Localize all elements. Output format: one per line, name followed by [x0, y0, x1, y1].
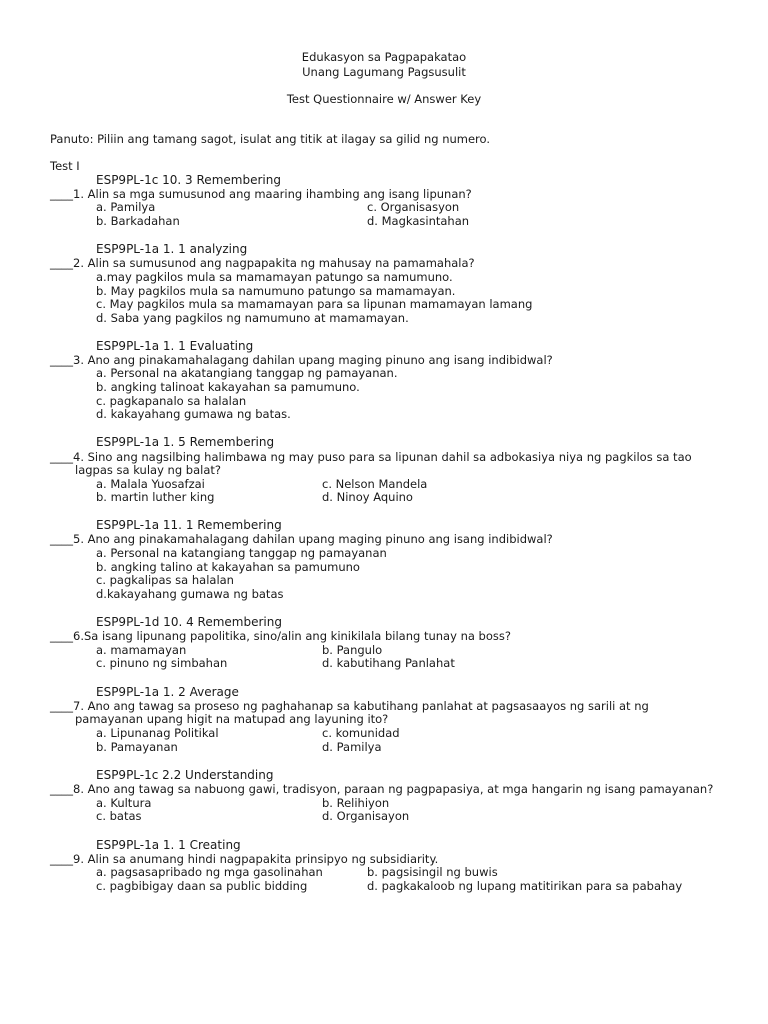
- option-a: a. mamamayan: [96, 643, 187, 657]
- option-c: c. Nelson Mandela: [322, 477, 428, 491]
- option-a: a. Lipunanag Politikal: [96, 726, 219, 740]
- option-c: c. pagbibigay daan sa public bidding: [96, 879, 308, 893]
- question-code: ESP9PL-1a 11. 1 Remembering: [96, 518, 282, 532]
- instructions: Panuto: Piliin ang tamang sagot, isulat ang titik at ilagay sa gilid ng numero.: [50, 132, 491, 146]
- option-d: d. Organisayon: [322, 809, 410, 823]
- question-code: ESP9PL-1a 1. 1 Creating: [96, 838, 241, 852]
- question-text-continued: pamayanan upang higit na matupad ang layuning ito?: [75, 712, 389, 726]
- option-a: a. Personal na akatangiang tanggap ng pamayanan.: [96, 366, 398, 380]
- option-b: b. angking talino at kakayahan sa pamumuno: [96, 560, 360, 574]
- question-code: ESP9PL-1c 2.2 Understanding: [96, 768, 274, 782]
- document-type: Test Questionnaire w/ Answer Key: [286, 92, 482, 106]
- option-d: d. Saba yang pagkilos ng namumuno at mamamayan.: [96, 311, 409, 325]
- option-b: b. May pagkilos mula sa namumuno patungo sa mamamayan.: [96, 284, 456, 298]
- question-code: ESP9PL-1a 1. 1 Evaluating: [96, 339, 254, 353]
- question-text: ____8. Ano ang tawag sa nabuong gawi, tradisyon, paraan ng pagpapasiya, at mga hangarin ng isang pamayanan?: [50, 782, 714, 796]
- question-code: ESP9PL-1d 10. 4 Remembering: [96, 615, 282, 629]
- option-b: b. angking talinoat kakayahan sa pamumuno.: [96, 380, 360, 394]
- option-a: a. Kultura: [96, 796, 152, 810]
- option-a: a.may pagkilos mula sa mamamayan patungo sa namumuno.: [96, 270, 453, 284]
- option-b: b. martin luther king: [96, 490, 215, 504]
- section-label: Test I: [50, 159, 80, 173]
- option-a: a. Malala Yuosafzai: [96, 477, 205, 491]
- document-subject: Edukasyon sa Pagpapakatao: [301, 50, 467, 64]
- option-d: d. pagkakaloob ng lupang matitirikan para sa pabahay: [367, 879, 683, 893]
- option-d: d. kabutihang Panlahat: [322, 656, 455, 670]
- question-text: ____5. Ano ang pinakamahalagang dahilan upang maging pinuno ang isang indibidwal?: [50, 532, 553, 546]
- option-b: b. Barkadahan: [96, 214, 180, 228]
- question-text: ____2. Alin sa sumusunod ang nagpapakita ng mahusay na pamamahala?: [50, 256, 475, 270]
- question-text: ____7. Ano ang tawag sa proseso ng paghahanap sa kabutihang panlahat at pagsasaayos ng sarili at ng: [50, 699, 649, 713]
- option-b: b. Pangulo: [322, 643, 383, 657]
- option-a: a. Pamilya: [96, 200, 156, 214]
- question-text: ____1. Alin sa mga sumusunod ang maaring ihambing ang isang lipunan?: [50, 187, 472, 201]
- question-text: ____9. Alin sa anumang hindi nagpapakita prinsipyo ng subsidiarity.: [50, 852, 439, 866]
- question-text: ____3. Ano ang pinakamahalagang dahilan upang maging pinuno ang isang indibidwal?: [50, 353, 553, 367]
- option-c: c. batas: [96, 809, 142, 823]
- option-c: c. pagkalipas sa halalan: [96, 573, 234, 587]
- option-d: d. kakayahang gumawa ng batas.: [96, 407, 291, 421]
- option-d: d. Magkasintahan: [367, 214, 470, 228]
- option-b: b. Pamayanan: [96, 740, 178, 754]
- question-code: ESP9PL-1a 1. 2 Average: [96, 685, 239, 699]
- option-c: c. May pagkilos mula sa mamamayan para sa lipunan mamamayan lamang: [96, 297, 533, 311]
- option-c: c. Organisasyon: [367, 200, 460, 214]
- document-exam-title: Unang Lagumang Pagsusulit: [302, 65, 466, 79]
- option-c: c. pagkapanalo sa halalan: [96, 394, 247, 408]
- question-code: ESP9PL-1a 1. 5 Remembering: [96, 435, 275, 449]
- question-code: ESP9PL-1a 1. 1 analyzing: [96, 242, 248, 256]
- option-d: d. Ninoy Aquino: [322, 490, 413, 504]
- option-d: d. Pamilya: [322, 740, 382, 754]
- option-a: a. pagsasapribado ng mga gasolinahan: [96, 865, 323, 879]
- question-text: ____4. Sino ang nagsilbing halimbawa ng may puso para sa lipunan dahil sa adbokasiya niya ng pagkilos sa tao: [50, 450, 692, 464]
- option-d: d.kakayahang gumawa ng batas: [96, 587, 284, 601]
- option-c: c. pinuno ng simbahan: [96, 656, 228, 670]
- option-c: c. komunidad: [322, 726, 400, 740]
- option-a: a. Personal na katangiang tanggap ng pamayanan: [96, 546, 387, 560]
- question-text: ____6.Sa isang lipunang papolitika, sino/alin ang kinikilala bilang tunay na boss?: [50, 629, 511, 643]
- question-code: ESP9PL-1c 10. 3 Remembering: [96, 173, 281, 187]
- option-b: b. pagsisingil ng buwis: [367, 865, 498, 879]
- question-text-continued: lagpas sa kulay ng balat?: [75, 463, 221, 477]
- option-b: b. Relihiyon: [322, 796, 390, 810]
